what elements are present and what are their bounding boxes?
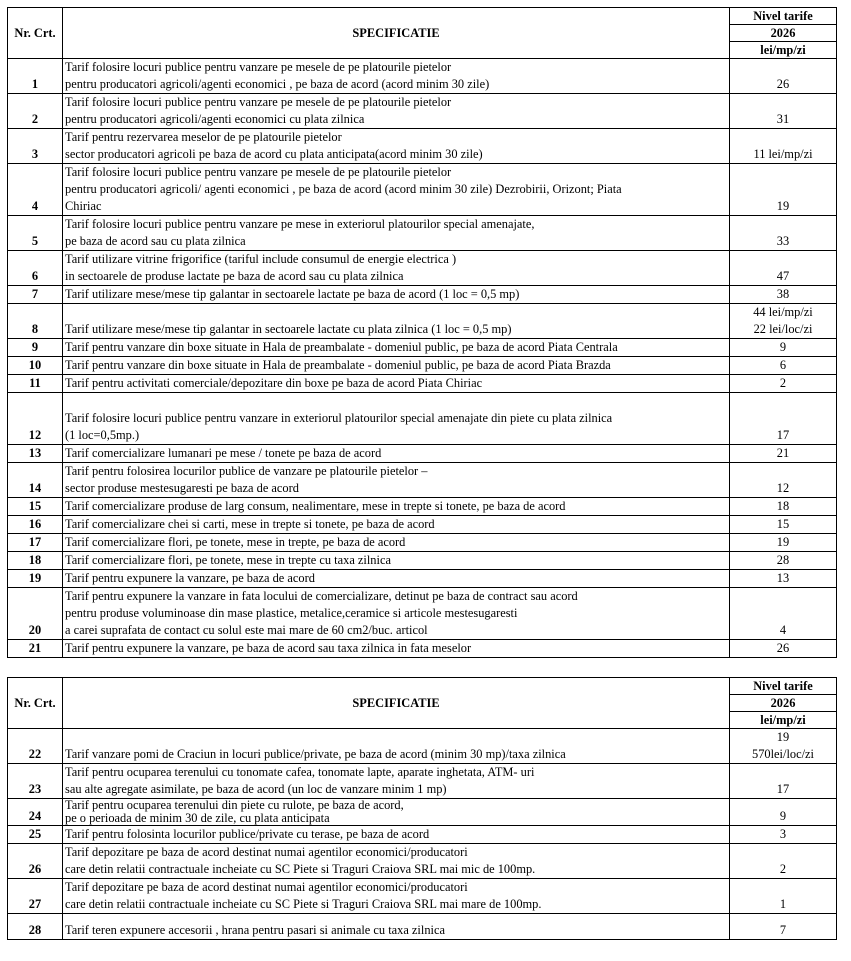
table-row xyxy=(8,251,837,286)
table-row xyxy=(8,799,837,826)
row-specification xyxy=(63,799,730,826)
row-tariff-value xyxy=(730,357,837,375)
row-number: 6 xyxy=(8,251,63,286)
specification-line: pentru producatori agricoli/agenti economici cu plata zilnica xyxy=(65,112,365,126)
table-row xyxy=(8,59,837,94)
table-row xyxy=(8,552,837,570)
row-specification xyxy=(63,304,730,339)
row-tariff-value xyxy=(730,94,837,129)
row-tariff-value xyxy=(730,445,837,463)
row-number: 3 xyxy=(8,129,63,164)
row-number: 22 xyxy=(8,729,63,764)
row-number: 15 xyxy=(8,498,63,516)
row-tariff-value xyxy=(730,251,837,286)
table-row xyxy=(8,375,837,393)
row-number: 13 xyxy=(8,445,63,463)
table-row xyxy=(8,498,837,516)
specification-line: a carei suprafata de contact cu solul este mai mare de 60 cm2/buc. articol xyxy=(65,623,428,637)
table-row xyxy=(8,570,837,588)
specification-line: Tarif vanzare pomi de Craciun in locuri publice/private, pe baza de acord (minim 30 mp)/taxa zilnica xyxy=(65,747,566,761)
table-row xyxy=(8,393,837,445)
tariff-value-line: 17 xyxy=(776,428,790,442)
table-row xyxy=(8,879,837,914)
table-row xyxy=(8,588,837,640)
specification-line: Tarif folosire locuri publice pentru vanzare in exteriorul platourilor special amenajate din piete cu plata zilnica xyxy=(65,411,613,425)
tariff-value-line: 3 xyxy=(779,827,787,841)
specification-line: sector produse mestesugaresti pe baza de acord xyxy=(65,481,299,495)
row-number: 10 xyxy=(8,357,63,375)
specification-line: in sectoarele de produse lactate pe baza de acord sau cu plata zilnica xyxy=(65,269,404,283)
specification-line: pe baza de acord sau cu plata zilnica xyxy=(65,234,246,248)
row-number: 14 xyxy=(8,463,63,498)
row-number: 8 xyxy=(8,304,63,339)
specification-line: Tarif comercializare chei si carti, mese in trepte si tonete, pe baza de acord xyxy=(65,517,435,531)
row-tariff-value xyxy=(730,729,837,764)
row-tariff-value xyxy=(730,59,837,94)
row-specification xyxy=(63,393,730,445)
row-specification xyxy=(63,286,730,304)
row-specification xyxy=(63,357,730,375)
specification-line: Tarif utilizare vitrine frigorifice (tariful include consumul de energie electrica ) xyxy=(65,252,457,266)
row-tariff-value xyxy=(730,216,837,251)
row-tariff-value xyxy=(730,286,837,304)
specification-line: Tarif folosire locuri publice pentru vanzare pe mesele de pe platourile pietelor xyxy=(65,95,452,109)
table-row xyxy=(8,914,837,940)
row-number: 19 xyxy=(8,570,63,588)
tariff-table-1 xyxy=(7,7,837,658)
specification-line: Tarif comercializare flori, pe tonete, mese in trepte, pe baza de acord xyxy=(65,535,406,549)
specification-line: Tarif pentru vanzare din boxe situate in Hala de preambalate - domeniul public, pe baza de acord Piata Centrala xyxy=(65,340,618,354)
row-specification xyxy=(63,463,730,498)
row-specification xyxy=(63,216,730,251)
table-row xyxy=(8,729,837,764)
row-tariff-value xyxy=(730,640,837,658)
tariff-value-line: 9 xyxy=(779,340,787,354)
tariff-value-line: 11 lei/mp/zi xyxy=(753,147,813,161)
header-nr: Nr. Crt. xyxy=(8,8,63,59)
row-tariff-value xyxy=(730,914,837,940)
specification-line: Tarif pentru expunere la vanzare in fata locului de comercializare, detinut pe baza de contract sau acord xyxy=(65,589,578,603)
tariff-value-line: 1 xyxy=(779,897,787,911)
row-tariff-value xyxy=(730,534,837,552)
tariff-value-line: 9 xyxy=(779,809,787,823)
specification-line: pentru produse voluminoase din mase plastice, metalice,ceramice si articole mestesugaresti xyxy=(65,606,518,620)
row-specification xyxy=(63,59,730,94)
tariff-value-line: 19 xyxy=(776,730,790,744)
specification-line: Tarif comercializare lumanari pe mese / tonete pe baza de acord xyxy=(65,446,382,460)
row-specification xyxy=(63,729,730,764)
specification-line: sector producatori agricoli pe baza de acord cu plata anticipata(acord minim 30 zile) xyxy=(65,147,483,161)
row-specification xyxy=(63,339,730,357)
row-number: 16 xyxy=(8,516,63,534)
row-specification xyxy=(63,826,730,844)
row-specification xyxy=(63,516,730,534)
tariff-value-line: 44 lei/mp/zi xyxy=(753,305,813,319)
specification-line: pentru producatori agricoli/ agenti economici , pe baza de acord (acord minim 30 zile) Dezrobirii, Orizont; Piata xyxy=(65,182,622,196)
header-nr: Nr. Crt. xyxy=(8,678,63,729)
tariff-table-2 xyxy=(7,677,837,940)
row-number: 20 xyxy=(8,588,63,640)
tariff-value-line: 13 xyxy=(776,571,790,585)
specification-line: Tarif folosire locuri publice pentru vanzare pe mese in exteriorul platourilor special amenajate, xyxy=(65,217,535,231)
header-specificatie: SPECIFICATIE xyxy=(63,8,730,59)
row-tariff-value xyxy=(730,498,837,516)
row-specification xyxy=(63,640,730,658)
specification-line: Tarif pentru activitati comerciale/depozitare din boxe pe baza de acord Piata Chiriac xyxy=(65,376,483,390)
specification-line: Tarif utilizare mese/mese tip galantar in sectoarele lactate pe baza de acord (1 loc = 0,5 mp) xyxy=(65,287,520,301)
specification-line: sau alte agregate asimilate, pe baza de acord (un loc de vanzare minim 1 mp) xyxy=(65,782,447,796)
specification-line: care detin relatii contractuale incheiate cu SC Piete si Traguri Craiova SRL mai mare de 100mp. xyxy=(65,897,542,911)
specification-line: Tarif pentru folosinta locurilor publice/private cu terase, pe baza de acord xyxy=(65,827,430,841)
specification-line: Tarif pentru rezervarea meselor de pe platourile pietelor xyxy=(65,130,342,144)
tariff-value-line: 21 xyxy=(776,446,790,460)
row-tariff-value xyxy=(730,570,837,588)
row-tariff-value xyxy=(730,339,837,357)
table-row xyxy=(8,826,837,844)
tariff-value-line: 17 xyxy=(776,782,790,796)
specification-line: Tarif depozitare pe baza de acord destinat numai agentilor economici/producatori xyxy=(65,880,468,894)
tariff-value-line: 2 xyxy=(779,376,787,390)
row-tariff-value xyxy=(730,164,837,216)
tariff-value-line: 22 lei/loc/zi xyxy=(753,322,813,336)
specification-line: Tarif pentru folosirea locurilor publice de vanzare pe platourile pietelor – xyxy=(65,464,428,478)
row-specification xyxy=(63,498,730,516)
row-specification xyxy=(63,94,730,129)
row-tariff-value xyxy=(730,304,837,339)
specification-line: Tarif pentru ocuparea terenului cu tonomate cafea, tonomate lapte, aparate inghetata, ATM- uri xyxy=(65,765,535,779)
header-year: 2026 xyxy=(730,25,837,42)
row-tariff-value xyxy=(730,826,837,844)
table-row xyxy=(8,445,837,463)
row-tariff-value xyxy=(730,764,837,799)
specification-line: Tarif depozitare pe baza de acord destinat numai agentilor economici/producatori xyxy=(65,845,468,859)
row-specification xyxy=(63,445,730,463)
tariff-value-line: 6 xyxy=(779,358,787,372)
row-specification xyxy=(63,534,730,552)
header-unit: lei/mp/zi xyxy=(730,712,837,729)
table-row xyxy=(8,764,837,799)
tariff-value-line: 15 xyxy=(776,517,790,531)
row-number: 12 xyxy=(8,393,63,445)
specification-line: Tarif pentru ocuparea terenului din piete cu rulote, pe baza de acord, xyxy=(65,798,404,812)
tariff-value-line: 4 xyxy=(779,623,787,637)
specification-line: Tarif comercializare produse de larg consum, nealimentare, mese in trepte si tonete, pe baza de acord xyxy=(65,499,566,513)
row-tariff-value xyxy=(730,879,837,914)
row-specification xyxy=(63,879,730,914)
row-number: 7 xyxy=(8,286,63,304)
tariff-value-line: 2 xyxy=(779,862,787,876)
row-tariff-value xyxy=(730,463,837,498)
tariff-value-line: 19 xyxy=(776,535,790,549)
specification-line: Tarif utilizare mese/mese tip galantar in sectoarele lactate cu plata zilnica (1 loc = 0,5 mp) xyxy=(65,322,512,336)
table-row xyxy=(8,463,837,498)
row-number: 18 xyxy=(8,552,63,570)
row-specification xyxy=(63,914,730,940)
row-specification xyxy=(63,764,730,799)
row-specification xyxy=(63,552,730,570)
header-nivel-tarife: Nivel tarife xyxy=(730,8,837,25)
row-number: 24 xyxy=(8,799,63,826)
row-number: 25 xyxy=(8,826,63,844)
tariff-value-line: 31 xyxy=(776,112,790,126)
row-specification xyxy=(63,251,730,286)
row-tariff-value xyxy=(730,393,837,445)
row-number: 4 xyxy=(8,164,63,216)
row-number: 9 xyxy=(8,339,63,357)
row-specification xyxy=(63,164,730,216)
specification-line: pe o perioada de minim 30 de zile, cu plata anticipata xyxy=(65,811,330,825)
row-number: 23 xyxy=(8,764,63,799)
row-specification xyxy=(63,844,730,879)
header-specificatie: SPECIFICATIE xyxy=(63,678,730,729)
table-row xyxy=(8,339,837,357)
specification-line: Chiriac xyxy=(65,199,102,213)
row-specification xyxy=(63,375,730,393)
tariff-value-line: 26 xyxy=(776,77,790,91)
row-tariff-value xyxy=(730,844,837,879)
specification-line: Tarif folosire locuri publice pentru vanzare pe mesele de pe platourile pietelor xyxy=(65,60,452,74)
table-row xyxy=(8,357,837,375)
specification-line: Tarif teren expunere accesorii , hrana pentru pasari si animale cu taxa zilnica xyxy=(65,923,445,937)
specification-line: Tarif pentru vanzare din boxe situate in Hala de preambalate - domeniul public, pe baza de acord Piata Brazda xyxy=(65,358,611,372)
specification-line: Tarif pentru expunere la vanzare, pe baza de acord sau taxa zilnica in fata meselor xyxy=(65,641,472,655)
row-specification xyxy=(63,588,730,640)
specification-line: care detin relatii contractuale incheiate cu SC Piete si Traguri Craiova SRL mai mic de 100mp. xyxy=(65,862,536,876)
tariff-value-line: 12 xyxy=(776,481,790,495)
tariff-value-line: 570lei/loc/zi xyxy=(752,747,814,761)
row-tariff-value xyxy=(730,375,837,393)
row-number: 21 xyxy=(8,640,63,658)
table-row xyxy=(8,94,837,129)
specification-line: (1 loc=0,5mp.) xyxy=(65,428,140,442)
row-number: 27 xyxy=(8,879,63,914)
row-number: 2 xyxy=(8,94,63,129)
row-number: 5 xyxy=(8,216,63,251)
header-nivel-tarife: Nivel tarife xyxy=(730,678,837,695)
tariff-value-line: 19 xyxy=(776,199,790,213)
table-row xyxy=(8,216,837,251)
specification-line: Tarif folosire locuri publice pentru vanzare pe mesele de pe platourile pietelor xyxy=(65,165,452,179)
tariff-value-line: 28 xyxy=(776,553,790,567)
tariff-value-line: 47 xyxy=(776,269,790,283)
tariff-value-line: 7 xyxy=(779,923,787,937)
row-number: 11 xyxy=(8,375,63,393)
table-row xyxy=(8,304,837,339)
tariff-value-line: 18 xyxy=(776,499,790,513)
specification-line: Tarif pentru expunere la vanzare, pe baza de acord xyxy=(65,571,315,585)
row-number: 17 xyxy=(8,534,63,552)
row-tariff-value xyxy=(730,129,837,164)
table-row xyxy=(8,534,837,552)
header-unit: lei/mp/zi xyxy=(730,42,837,59)
tariff-value-line: 38 xyxy=(776,287,790,301)
tariff-value-line: 33 xyxy=(776,234,790,248)
table-row xyxy=(8,640,837,658)
specification-line: pentru producatori agricoli/agenti economici , pe baza de acord (acord minim 30 zile) xyxy=(65,77,490,91)
row-specification xyxy=(63,570,730,588)
table-row xyxy=(8,516,837,534)
row-tariff-value xyxy=(730,516,837,534)
row-tariff-value xyxy=(730,552,837,570)
row-tariff-value xyxy=(730,799,837,826)
table-row xyxy=(8,164,837,216)
header-year: 2026 xyxy=(730,695,837,712)
row-number: 26 xyxy=(8,844,63,879)
row-tariff-value xyxy=(730,588,837,640)
row-number: 1 xyxy=(8,59,63,94)
row-specification xyxy=(63,129,730,164)
table-row xyxy=(8,844,837,879)
specification-line: Tarif comercializare flori, pe tonete, mese in trepte cu taxa zilnica xyxy=(65,553,391,567)
row-number: 28 xyxy=(8,914,63,940)
tariff-value-line: 26 xyxy=(776,641,790,655)
table-row xyxy=(8,286,837,304)
table-row xyxy=(8,129,837,164)
